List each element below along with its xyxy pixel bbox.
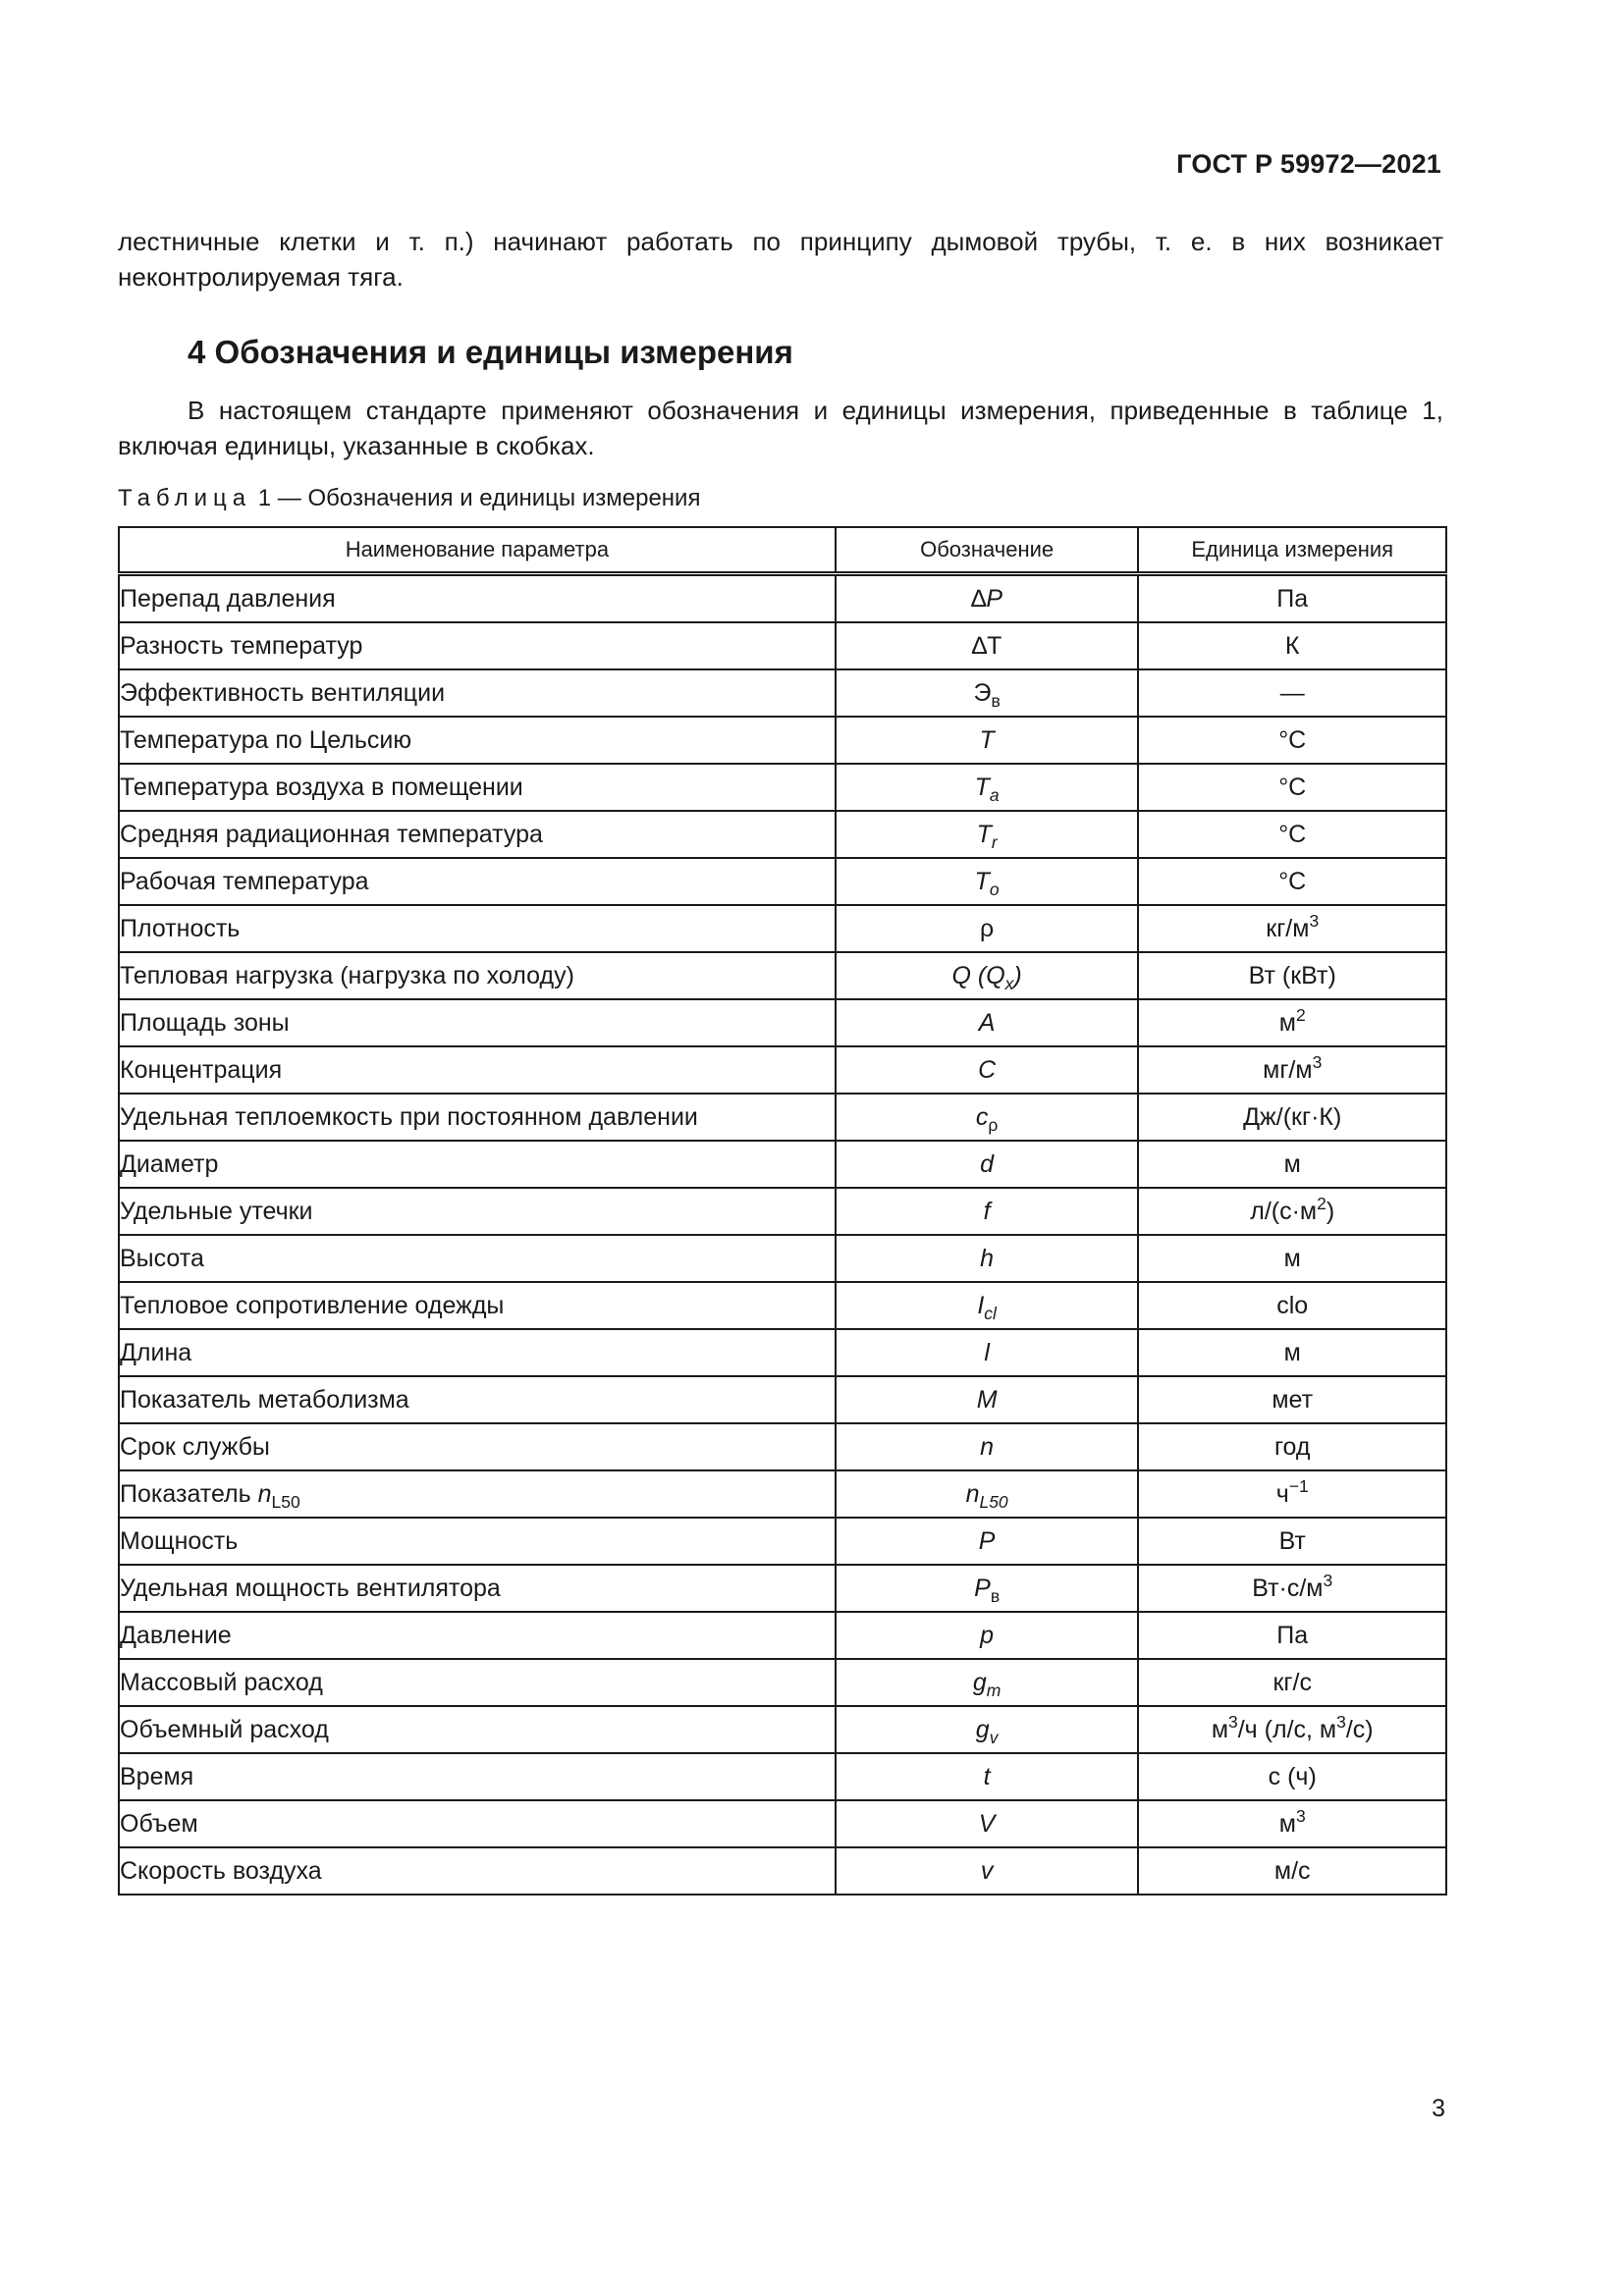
table-caption-label: Таблица [118, 485, 252, 511]
symbol-subscript: x [1004, 973, 1014, 993]
unit-cell [1138, 905, 1446, 952]
page-number: 3 [1432, 2095, 1445, 2122]
table-row [119, 1470, 1446, 1518]
table-row [119, 1282, 1446, 1329]
symbol-main: t [983, 1762, 991, 1790]
table-row [119, 858, 1446, 905]
param-name-cell [119, 1329, 836, 1376]
unit-superscript: 3 [1312, 1051, 1323, 1072]
param-name-cell [119, 1470, 836, 1518]
unit-text: clo [1276, 1291, 1309, 1319]
unit-superscript-2: 3 [1336, 1711, 1346, 1732]
param-name: Рабочая температура [120, 867, 369, 895]
symbol-main: v [980, 1856, 994, 1885]
symbol-main: ∆T [971, 631, 1002, 660]
symbol-subscript: в [990, 1585, 1001, 1606]
symbol-cell [836, 1565, 1139, 1612]
symbol-subscript: в [991, 690, 1001, 711]
symbol-cell [836, 669, 1139, 717]
param-name-cell [119, 1565, 836, 1612]
table-row [119, 1423, 1446, 1470]
unit-text: мет [1272, 1385, 1314, 1414]
unit-superscript: 2 [1317, 1193, 1326, 1213]
symbol-main: n [965, 1479, 980, 1508]
param-name: Плотность [120, 914, 241, 942]
param-name: Длина [120, 1338, 192, 1366]
param-name: Средняя радиационная температура [120, 820, 543, 848]
unit-superscript: 3 [1323, 1570, 1333, 1590]
table-row [119, 574, 1446, 623]
unit-suffix-2: /с) [1345, 1715, 1374, 1743]
table-row [119, 1329, 1446, 1376]
param-name: Время [120, 1762, 194, 1790]
symbol-cell [836, 1612, 1139, 1659]
param-name-symbol: n [257, 1479, 272, 1508]
unit-cell [1138, 1329, 1446, 1376]
symbol-cell [836, 717, 1139, 764]
symbol-main: Q (Q [951, 961, 1005, 989]
symbol-main: T [976, 820, 992, 848]
continuation-paragraph: лестничные клетки и т. п.) начинают работать по принципу дымовой трубы, т. е. в них возникает неконтролируемая тяга. [118, 227, 1443, 292]
unit-cell [1138, 1753, 1446, 1800]
symbol-suffix: ) [1013, 961, 1022, 989]
table-row [119, 905, 1446, 952]
table-row [119, 999, 1446, 1046]
symbol-main: g [972, 1668, 987, 1696]
symbol-subscript: ρ [988, 1114, 999, 1135]
unit-text: м [1283, 1149, 1301, 1178]
unit-cell [1138, 669, 1446, 717]
symbol-main: p [980, 1621, 995, 1649]
unit-text: Дж/(кг·К) [1243, 1102, 1342, 1131]
param-name-cell [119, 622, 836, 669]
param-name-cell [119, 1847, 836, 1895]
unit-text: Вт·с/м [1252, 1574, 1324, 1602]
symbol-main: A [978, 1008, 996, 1037]
unit-cell [1138, 574, 1446, 623]
symbol-cell [836, 1046, 1139, 1094]
unit-cell [1138, 1659, 1446, 1706]
unit-text: °С [1278, 820, 1307, 848]
table-row [119, 1141, 1446, 1188]
unit-text: кг/м [1266, 914, 1310, 942]
symbol-main: M [976, 1385, 998, 1414]
param-name: Разность температур [120, 631, 363, 660]
header-symbol: Обозначение [836, 527, 1139, 574]
symbol-main: Э [973, 678, 992, 707]
param-name-subscript: L50 [271, 1491, 300, 1512]
unit-text: м [1278, 1008, 1296, 1037]
symbol-cell [836, 1800, 1139, 1847]
unit-text: мг/м [1263, 1055, 1313, 1084]
unit-text: м [1211, 1715, 1228, 1743]
param-name: Скорость воздуха [120, 1856, 322, 1885]
unit-superscript: −1 [1288, 1475, 1309, 1496]
unit-cell [1138, 1046, 1446, 1094]
unit-cell [1138, 1800, 1446, 1847]
symbol-cell [836, 1235, 1139, 1282]
symbol-subscript: o [989, 879, 1000, 899]
param-name: Концентрация [120, 1055, 283, 1084]
symbol-subscript: v [989, 1727, 999, 1747]
symbol-main: P [974, 1574, 991, 1602]
param-name-cell [119, 1094, 836, 1141]
unit-cell [1138, 1612, 1446, 1659]
param-name-cell [119, 1706, 836, 1753]
symbol-cell [836, 574, 1139, 623]
symbol-cell [836, 1659, 1139, 1706]
param-name-cell [119, 999, 836, 1046]
param-name-cell [119, 1753, 836, 1800]
symbol-cell [836, 764, 1139, 811]
param-name: Высота [120, 1244, 204, 1272]
table-row [119, 952, 1446, 999]
table-row [119, 1094, 1446, 1141]
param-name-cell [119, 1188, 836, 1235]
param-name-cell [119, 858, 836, 905]
symbol-subscript: cl [984, 1303, 997, 1323]
unit-cell [1138, 1423, 1446, 1470]
unit-text: м [1283, 1244, 1301, 1272]
symbol-main: T [974, 773, 990, 801]
unit-text: Вт (кВт) [1248, 961, 1336, 989]
symbol-subscript: r [991, 831, 998, 852]
param-name-cell [119, 574, 836, 623]
param-name-cell [119, 1282, 836, 1329]
unit-cell [1138, 1235, 1446, 1282]
param-name: Эффективность вентиляции [120, 678, 446, 707]
param-name-cell [119, 717, 836, 764]
header-parameter-name: Наименование параметра [119, 527, 836, 574]
param-name-cell [119, 1423, 836, 1470]
param-name: Площадь зоны [120, 1008, 290, 1037]
unit-cell [1138, 1141, 1446, 1188]
symbol-main: f [983, 1197, 991, 1225]
units-table [118, 526, 1447, 1896]
header-unit: Единица измерения [1138, 527, 1446, 574]
param-name: Удельная мощность вентилятора [120, 1574, 501, 1602]
unit-cell [1138, 622, 1446, 669]
symbol-main: g [975, 1715, 990, 1743]
unit-text: год [1273, 1432, 1311, 1461]
unit-text: °С [1278, 773, 1307, 801]
symbol-cell [836, 1518, 1139, 1565]
table-row [119, 1706, 1446, 1753]
param-name-cell [119, 1659, 836, 1706]
symbol-main: n [980, 1432, 995, 1461]
param-name-cell [119, 1235, 836, 1282]
symbol-cell [836, 1141, 1139, 1188]
param-name: Температура по Цельсию [120, 725, 412, 754]
unit-text: м [1283, 1338, 1301, 1366]
table-row [119, 1753, 1446, 1800]
unit-text: с (ч) [1268, 1762, 1317, 1790]
param-name: Удельные утечки [120, 1197, 313, 1225]
symbol-subscript: L50 [979, 1491, 1008, 1512]
symbol-main: d [980, 1149, 995, 1178]
unit-cell [1138, 717, 1446, 764]
table-row [119, 1046, 1446, 1094]
symbol-cell [836, 1706, 1139, 1753]
param-name-cell [119, 669, 836, 717]
param-name: Объем [120, 1809, 198, 1838]
unit-text: кг/с [1272, 1668, 1312, 1696]
param-name: Давление [120, 1621, 232, 1649]
symbol-main: T [979, 725, 995, 754]
symbol-cell [836, 1094, 1139, 1141]
table-row [119, 1612, 1446, 1659]
symbol-main: P [986, 584, 1003, 613]
param-name-cell [119, 1141, 836, 1188]
unit-cell [1138, 999, 1446, 1046]
param-name-cell [119, 1800, 836, 1847]
table-row [119, 622, 1446, 669]
unit-cell [1138, 811, 1446, 858]
unit-cell [1138, 1470, 1446, 1518]
unit-cell [1138, 858, 1446, 905]
unit-text: л/(с·м [1250, 1197, 1318, 1225]
param-name: Показатель [120, 1479, 258, 1508]
symbol-main: T [974, 867, 990, 895]
symbol-cell [836, 811, 1139, 858]
symbol-main: P [978, 1526, 996, 1555]
param-name-cell [119, 764, 836, 811]
unit-text: Вт [1278, 1526, 1306, 1555]
unit-cell [1138, 1094, 1446, 1141]
symbol-cell [836, 1376, 1139, 1423]
table-row [119, 1188, 1446, 1235]
table-row [119, 764, 1446, 811]
symbol-cell [836, 1470, 1139, 1518]
table-row [119, 811, 1446, 858]
symbol-cell [836, 1423, 1139, 1470]
unit-text: К [1284, 631, 1300, 660]
table-body [119, 574, 1446, 1896]
unit-suffix: ) [1326, 1197, 1335, 1225]
unit-suffix: /ч (л/с, м [1237, 1715, 1337, 1743]
param-name: Тепловая нагрузка (нагрузка по холоду) [120, 961, 574, 989]
symbol-prefix: ∆ [971, 584, 987, 613]
param-name: Массовый расход [120, 1668, 323, 1696]
symbol-main: ρ [980, 914, 995, 942]
section-heading: 4 Обозначения и единицы измерения [188, 334, 793, 370]
param-name: Температура воздуха в помещении [120, 773, 523, 801]
param-name-cell [119, 905, 836, 952]
unit-text: °С [1278, 725, 1307, 754]
symbol-cell [836, 858, 1139, 905]
unit-text: — [1279, 678, 1305, 707]
param-name-cell [119, 952, 836, 999]
param-name: Удельная теплоемкость при постоянном давлении [120, 1102, 698, 1131]
unit-cell [1138, 1282, 1446, 1329]
unit-superscript: 3 [1228, 1711, 1238, 1732]
symbol-main: c [975, 1102, 989, 1131]
table-row [119, 1518, 1446, 1565]
unit-superscript: 2 [1295, 1004, 1306, 1025]
table-header-row [119, 527, 1446, 574]
table-row [119, 1659, 1446, 1706]
param-name-cell [119, 1518, 836, 1565]
symbol-subscript: a [989, 784, 1000, 805]
unit-superscript: 3 [1295, 1805, 1306, 1826]
symbol-cell [836, 622, 1139, 669]
param-name-cell [119, 1376, 836, 1423]
param-name: Мощность [120, 1526, 239, 1555]
table-row [119, 1847, 1446, 1895]
symbol-main: C [978, 1055, 997, 1084]
unit-cell [1138, 952, 1446, 999]
table-row [119, 669, 1446, 717]
symbol-cell [836, 1847, 1139, 1895]
param-name: Диаметр [120, 1149, 219, 1178]
symbol-subscript: m [986, 1680, 1001, 1700]
param-name-cell [119, 1046, 836, 1094]
unit-text: °С [1278, 867, 1307, 895]
param-name: Срок службы [120, 1432, 270, 1461]
symbol-cell [836, 1282, 1139, 1329]
table-caption-text: 1 — Обозначения и единицы измерения [257, 485, 701, 511]
unit-text: м [1278, 1809, 1296, 1838]
intro-paragraph: В настоящем стандарте применяют обозначения и единицы измерения, приведенные в таблице 1, включая единицы, указанные в скобках. [118, 396, 1443, 460]
table-row [119, 1235, 1446, 1282]
param-name: Перепад давления [120, 584, 336, 613]
symbol-cell [836, 952, 1139, 999]
param-name: Объемный расход [120, 1715, 329, 1743]
table-row [119, 1565, 1446, 1612]
symbol-main: l [984, 1338, 990, 1366]
unit-text: ч [1275, 1479, 1289, 1508]
param-name-cell [119, 1612, 836, 1659]
unit-cell [1138, 1518, 1446, 1565]
unit-cell [1138, 764, 1446, 811]
symbol-cell [836, 999, 1139, 1046]
unit-cell [1138, 1188, 1446, 1235]
symbol-cell [836, 1188, 1139, 1235]
table-row [119, 1800, 1446, 1847]
unit-cell [1138, 1706, 1446, 1753]
symbol-main: h [980, 1244, 995, 1272]
param-name-cell [119, 811, 836, 858]
unit-cell [1138, 1376, 1446, 1423]
unit-cell [1138, 1565, 1446, 1612]
unit-cell [1138, 1847, 1446, 1895]
symbol-cell [836, 905, 1139, 952]
symbol-main: I [977, 1291, 985, 1319]
symbol-main: V [978, 1809, 996, 1838]
table-row [119, 1376, 1446, 1423]
standard-id: ГОСТ Р 59972—2021 [1176, 149, 1441, 179]
table-row [119, 717, 1446, 764]
unit-text: Па [1276, 1621, 1309, 1649]
unit-text: Па [1276, 584, 1309, 613]
param-name: Тепловое сопротивление одежды [120, 1291, 505, 1319]
table-caption [118, 485, 700, 512]
param-name: Показатель метаболизма [120, 1385, 409, 1414]
unit-text: м/с [1273, 1856, 1311, 1885]
unit-superscript: 3 [1309, 910, 1320, 931]
symbol-cell [836, 1753, 1139, 1800]
symbol-cell [836, 1329, 1139, 1376]
